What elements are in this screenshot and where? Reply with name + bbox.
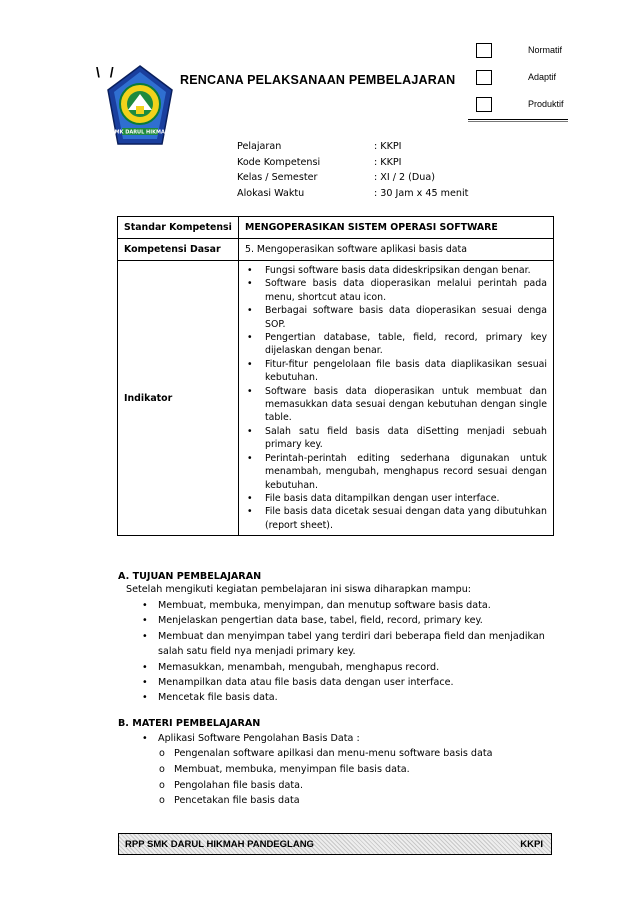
meta-row-alokasi: [237, 186, 468, 202]
list-item: • Mencetak file basis data.: [142, 692, 278, 704]
logo-text: SMK DARUL HIKMAH: [111, 129, 169, 136]
dasar-label: Kompetensi Dasar: [118, 239, 239, 261]
standar-label: Standar Kompetensi: [118, 217, 239, 239]
table-row: [118, 217, 554, 239]
list-item: o Pengenalan software apilkasi dan menu-menu software basis data: [159, 748, 493, 760]
document-title: RENCANA PELAKSANAAN PEMBELAJARAN: [180, 73, 456, 87]
list-item: • Pengertian database, table, field, record, primary key dijelaskan dengan benar.: [247, 332, 547, 357]
footer-school: RPP SMK DARUL HIKMAH PANDEGLANG: [125, 839, 314, 850]
list-item: • File basis data ditampilkan dengan user interface.: [247, 492, 500, 504]
section-intro: Setelah mengikuti kegiatan pembelajaran ini siswa diharapkan mampu:: [126, 584, 472, 595]
meta-value: : 30 Jam x 45 menit: [374, 187, 469, 199]
meta-label: Pelajaran: [237, 141, 282, 152]
category-checkbox-produktif[interactable]: [476, 97, 492, 112]
tujuan-list: [118, 598, 558, 706]
list-item: • Menampilkan data atau file basis data dengan user interface.: [142, 677, 454, 689]
section-materi: [118, 718, 558, 809]
list-item: • File basis data dicetak sesuai dengan data yang dibutuhkan (report sheet).: [247, 506, 547, 531]
list-item: • Memasukkan, menambah, mengubah, menghapus record.: [142, 661, 440, 673]
dasar-value: 5. Mengoperasikan software aplikasi basis data: [239, 239, 554, 261]
list-item: • Berbagai software basis data dioperasikan sesuai denga SOP.: [247, 305, 547, 330]
list-item: • Fungsi software basis data dideskripsikan dengan benar.: [247, 265, 531, 276]
header-divider: [468, 119, 568, 120]
meta-label: Kelas / Semester: [237, 172, 318, 183]
section-tujuan: [118, 571, 558, 706]
list-item: o Pencetakan file basis data: [159, 795, 300, 807]
category-label-normatif: Normatif: [528, 45, 563, 55]
meta-value: : KKPI: [374, 141, 402, 152]
competency-table: [117, 216, 554, 536]
lesson-meta: [237, 139, 468, 201]
list-item: • Fitur-fitur pengelolaan file basis data diaplikasikan sesuai kebutuhan.: [247, 358, 547, 384]
corner-marks: \ /: [96, 64, 117, 80]
category-label-adaptif: Adaptif: [528, 72, 557, 82]
indikator-list: [245, 264, 547, 532]
materi-list: [118, 731, 558, 746]
section-heading: B. MATERI PEMBELAJARAN: [118, 718, 261, 729]
category-checkbox-adaptif[interactable]: [476, 70, 492, 85]
materi-sublist: [118, 746, 558, 808]
list-item: • Software basis data dioperasikan melalui perintah pada menu, shortcut atau icon.: [247, 278, 547, 303]
meta-row-kelas: [237, 170, 468, 186]
list-item: • Membuat dan menyimpan tabel yang terdiri dari beberapa field dan menjadikan salah satu field nya menjadi primary key.: [142, 630, 545, 658]
list-item: • Salah satu field basis data diSetting menjadi sebuah primary key.: [247, 425, 547, 451]
meta-row-kode: [237, 155, 468, 171]
category-label-produktif: Produktif: [528, 99, 564, 109]
school-emblem-icon: [104, 64, 176, 148]
table-row: [118, 261, 554, 536]
section-heading: A. TUJUAN PEMBELAJARAN: [118, 571, 262, 582]
meta-value: : KKPI: [374, 156, 402, 168]
meta-value: : XI / 2 (Dua): [374, 172, 436, 183]
footer-subject: KKPI: [520, 839, 543, 850]
meta-row-pelajaran: [237, 139, 468, 155]
page-footer: [118, 833, 552, 855]
standar-value: MENGOPERASIKAN SISTEM OPERASI SOFTWARE: [239, 217, 554, 239]
table-row: [118, 239, 554, 261]
header-divider-shadow: [468, 121, 568, 122]
meta-label: Alokasi Waktu: [237, 187, 305, 199]
list-item: o Membuat, membuka, menyimpan file basis data.: [159, 764, 410, 775]
list-item: • Membuat, membuka, menyimpan, dan menutup software basis data.: [142, 600, 491, 611]
list-item: o Pengolahan file basis data.: [159, 779, 304, 791]
list-item: • Menjelaskan pengertian data base, tabel, field, record, primary key.: [142, 615, 483, 627]
list-item: • Perintah-perintah editing sederhana digunakan untuk menambah, mengubah, menghapus record sesuai dengan kebutuhan.: [247, 452, 547, 491]
meta-label: Kode Kompetensi: [237, 156, 321, 168]
category-checkbox-normatif[interactable]: [476, 43, 492, 58]
indikator-label: Indikator: [118, 261, 239, 536]
list-item: • Software basis data dioperasikan untuk membuat dan memasukkan data sesuai dengan kebutuhan dengan single table.: [247, 385, 547, 424]
list-item: • Aplikasi Software Pengolahan Basis Data :: [142, 733, 360, 744]
